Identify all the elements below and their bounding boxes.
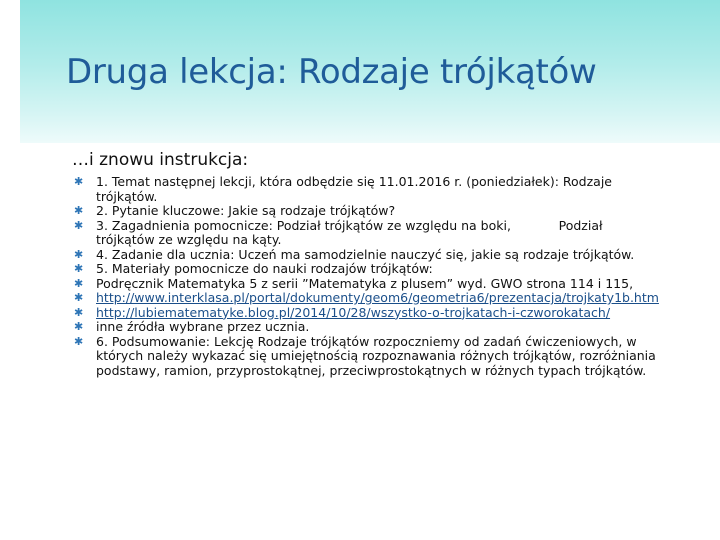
interklasa-link[interactable]: http://www.interklasa.pl/portal/dokumenty/geom6/geometria6/prezentacja/trojkaty1b.htm <box>96 290 659 305</box>
list-item <box>72 277 662 292</box>
item-text: 3. Zagadnienia pomocnicze: Podział trójkątów ze względu na boki, Podział trójkątów ze względu na kąty. <box>96 217 607 247</box>
list-item <box>72 175 662 204</box>
bullet-icon: ✱ <box>74 204 84 217</box>
bullet-icon: ✱ <box>74 291 84 304</box>
item-text: 5. Materiały pomocnicze do nauki rodzajów trójkątów: <box>96 261 433 276</box>
bullet-icon: ✱ <box>74 320 84 333</box>
list-item <box>72 219 662 248</box>
bullet-icon: ✱ <box>74 247 84 261</box>
list-item <box>72 335 662 379</box>
list-item <box>72 262 662 277</box>
list-item <box>72 248 662 263</box>
list-item <box>72 291 662 306</box>
bullet-icon: ✱ <box>74 218 84 232</box>
instruction-list <box>72 175 662 378</box>
lubiematematyke-link[interactable]: http://lubiematematyke.blog.pl/2014/10/28/wszystko-o-trojkatach-i-czworokatach/ <box>96 304 611 320</box>
list-item <box>72 320 662 335</box>
list-item <box>72 306 662 321</box>
bullet-icon: ✱ <box>74 305 84 319</box>
intro-text: …i znowu instrukcja: <box>72 150 249 170</box>
slide-title: Druga lekcja: Rodzaje trójkątów <box>66 52 597 92</box>
item-text: 6. Podsumowanie: Lekcję Rodzaje trójkątów rozpoczniemy od zadań ćwiczeniowych, w których należy wykazać się umiejętnością rozpoznawania różnych trójkątów, rozróżniania podstawy, ramion, przyprostokątnej, przeciwprostokątnych w różnych typach trójkątów. <box>96 333 656 378</box>
item-text: 2. Pytanie kluczowe: Jakie są rodzaje trójkątów? <box>96 203 396 218</box>
bullet-icon: ✱ <box>74 276 84 290</box>
item-text: 1. Temat następnej lekcji, która odbędzie się 11.01.2016 r. (poniedziałek): Rodzaje trójkątów. <box>96 174 612 204</box>
bullet-icon: ✱ <box>74 262 84 275</box>
item-text: 4. Zadanie dla ucznia: Uczeń ma samodzielnie nauczyć się, jakie są rodzaje trójkątów. <box>96 246 635 262</box>
list-item <box>72 204 662 219</box>
item-text: Podręcznik Matematyka 5 z serii ”Matematyka z plusem” wyd. GWO strona 114 i 115, <box>96 275 634 291</box>
bullet-icon: ✱ <box>74 175 84 188</box>
bullet-icon: ✱ <box>74 334 84 348</box>
item-text: inne źródła wybrane przez ucznia. <box>96 319 310 334</box>
